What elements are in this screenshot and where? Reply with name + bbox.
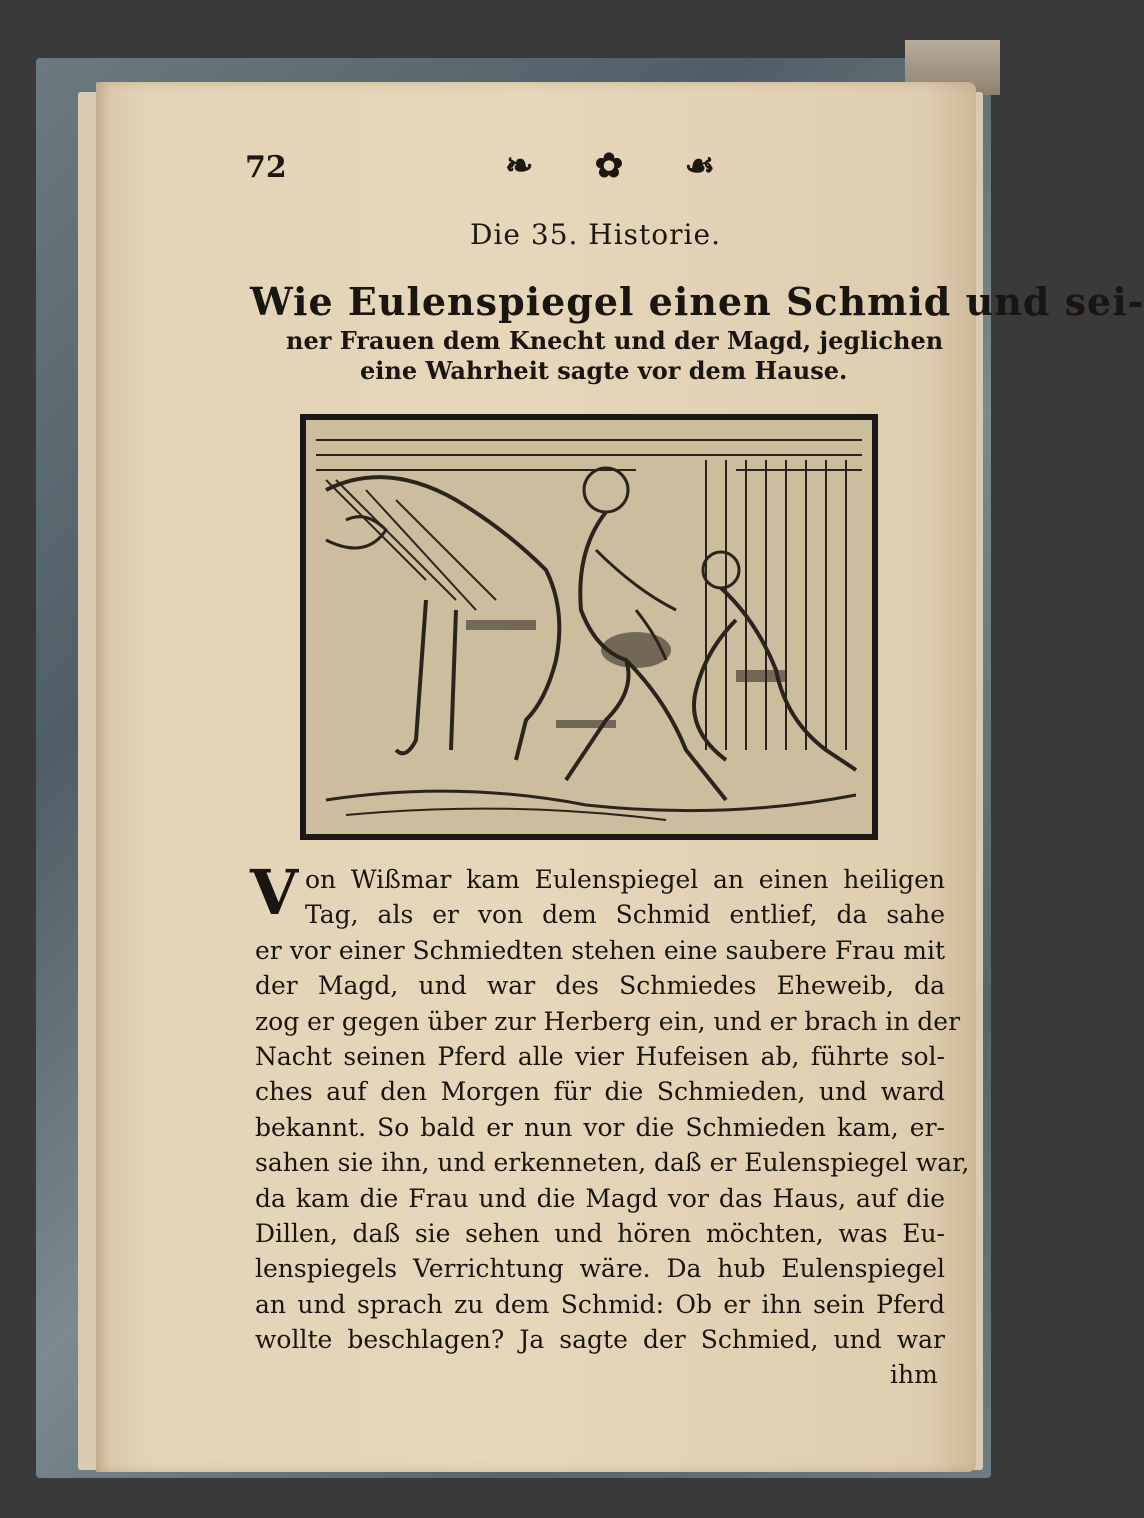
body-line: lenspiegels Verrichtung wäre. Da hub Eulenspiegel: [255, 1254, 945, 1284]
body-line: Dillen, daß sie sehen und hören möchten, was Eu-: [255, 1219, 945, 1249]
body-line: er vor einer Schmiedten stehen eine saubere Frau mit: [255, 935, 945, 965]
title-line: Wie Eulenspiegel einen Schmid und sei-: [250, 279, 1144, 324]
chapter-title: [250, 278, 1144, 386]
body-line: bekannt. So bald er nun vor die Schmieden kam, er-: [255, 1112, 945, 1142]
body-line: da kam die Frau und die Magd vor das Haus, auf die: [255, 1183, 945, 1213]
body-line: on Wißmar kam Eulenspiegel an einen heiligen: [305, 865, 945, 894]
chapter-heading: Die 35. Historie.: [470, 218, 721, 251]
ornament-center-icon: ✿: [594, 146, 624, 186]
woodcut-image: [306, 420, 872, 834]
body-line: wollte beschlagen? Ja sagte der Schmied, und war: [255, 1325, 945, 1355]
woodcut-illustration: [300, 414, 878, 840]
title-line: ner Frauen dem Knecht und der Magd, jeglichen: [286, 326, 944, 355]
body-line: an und sprach zu dem Schmid: Ob er ihn sein Pferd: [255, 1289, 945, 1319]
ornament-left-icon: ❧: [505, 146, 534, 186]
body-line: zog er gegen über zur Herberg ein, und er brach in der: [255, 1006, 961, 1036]
body-line: ches auf den Morgen für die Schmieden, und ward: [255, 1077, 945, 1107]
body-line: Tag, als er von dem Schmid entlief, da sahe: [305, 900, 945, 930]
drop-capital: V: [250, 856, 299, 929]
ornament-right-icon: ☙: [684, 146, 715, 186]
body-line: sahen sie ihn, und erkenneten, daß er Eulenspiegel war,: [255, 1148, 970, 1178]
header-ornament: [505, 146, 715, 186]
page-number: 72: [245, 150, 287, 185]
body-line: der Magd, und war des Schmiedes Eheweib, da: [255, 971, 945, 1001]
catchword: ihm: [890, 1360, 938, 1389]
body-line: Nacht seinen Pferd alle vier Hufeisen ab, führte sol-: [255, 1042, 945, 1072]
title-line: eine Wahrheit sagte vor dem Hause.: [360, 356, 848, 385]
body-text: [255, 862, 970, 1358]
